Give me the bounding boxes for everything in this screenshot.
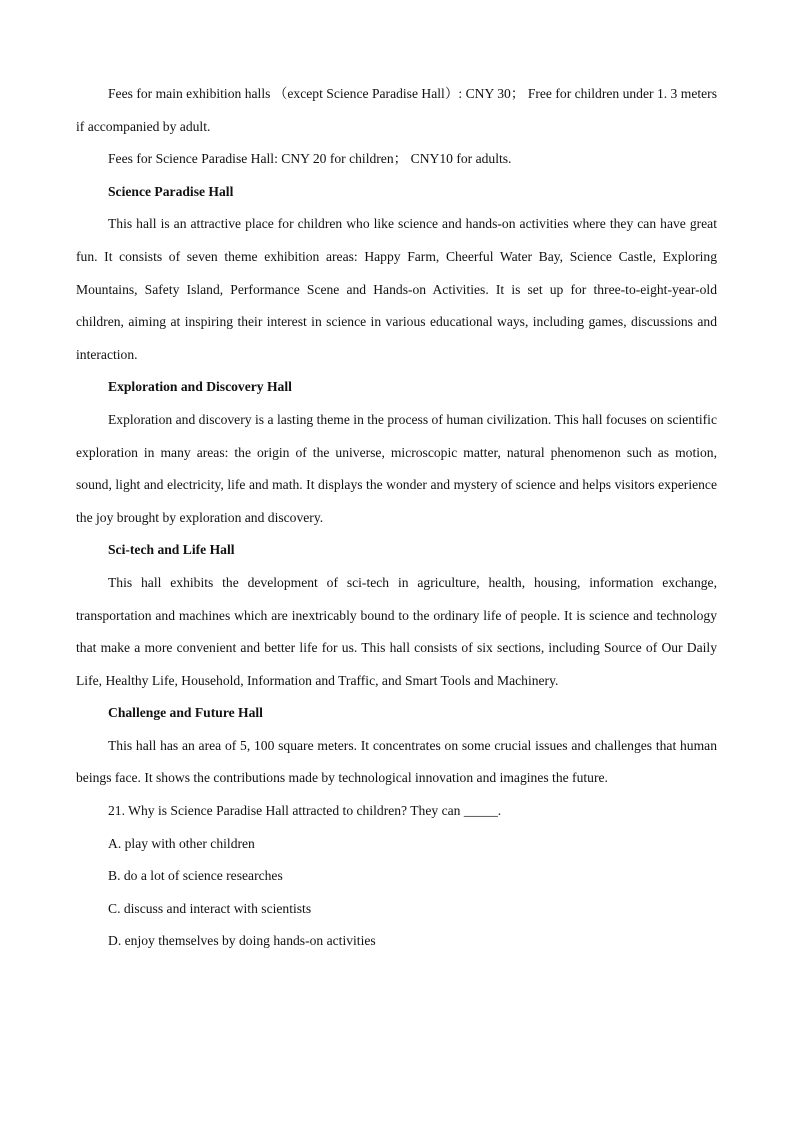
section-body: This hall is an attractive place for children who like science and hands-on activities where they can have great fun. It consists of seven theme exhibition areas: Happy Farm, Cheerful Water Bay, Science Castle, Exploring Mountains, Safety Island, Performance Scene and Hands-on Activities. It is set up for three-to-eight-year-old children, aiming at inspiring their interest in science in various educational ways, including games, discussions and interaction. — [76, 216, 717, 362]
fees-main-halls: Fees for main exhibition halls （except Science Paradise Hall）: CNY 30； Free for children under 1. 3 meters if accompanied by adult. — [76, 86, 717, 134]
section-body: Exploration and discovery is a lasting theme in the process of human civilization. This hall focuses on scientific exploration in many areas: the origin of the universe, microscopic matter, natural phenomenon such as motion, sound, light and electricity, life and math. It displays the wonder and mystery of science and helps visitors experience the joy brought by exploration and discovery. — [76, 411, 717, 525]
option-a: A. play with other children — [108, 835, 255, 851]
option-d: D. enjoy themselves by doing hands-on activities — [108, 933, 376, 949]
section-heading: Exploration and Discovery Hall — [108, 379, 292, 395]
section-body: This hall exhibits the development of sci-tech in agriculture, health, housing, information exchange, transportation and machines which are inextricably bound to the ordinary life of people. It is science and technology that make a more convenient and better life for us. This hall consists of six sections, including Source of Our Daily Life, Healthy Life, Household, Information and Traffic, and Smart Tools and Machinery. — [76, 574, 717, 688]
section-body: This hall has an area of 5, 100 square meters. It concentrates on some crucial issues and challenges that human beings face. It shows the contributions made by technological innovation and imagines the future. — [76, 737, 717, 786]
option-b: B. do a lot of science researches — [108, 868, 283, 884]
section-heading: Science Paradise Hall — [108, 183, 234, 199]
question-stem: 21. Why is Science Paradise Hall attracted to children? They can _____. — [108, 803, 502, 819]
document-body — [76, 78, 717, 958]
section-heading: Challenge and Future Hall — [108, 705, 263, 721]
fees-paradise-hall: Fees for Science Paradise Hall: CNY 20 for children； CNY10 for adults. — [108, 151, 512, 167]
section-heading: Sci-tech and Life Hall — [108, 542, 235, 558]
option-c: C. discuss and interact with scientists — [108, 900, 312, 916]
